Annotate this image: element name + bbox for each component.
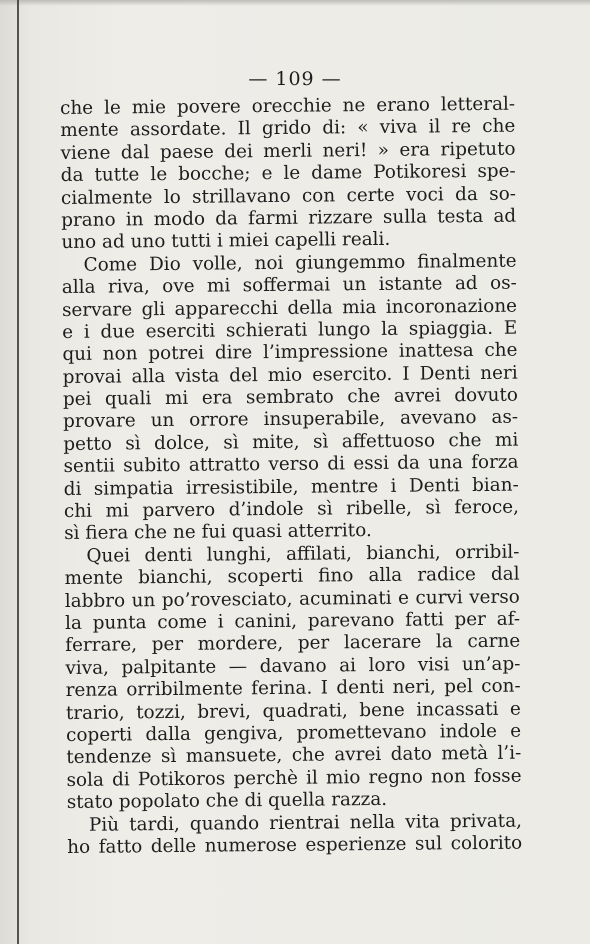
text-line: stato popolato che di quella razza. [66, 789, 388, 814]
text-line: mente bianchi, scoperti fino alla radice dal [64, 563, 520, 590]
text-line: sì fiera che ne fui quasi atterrito. [64, 520, 372, 545]
text-line: renza orribilmente ferina. I denti neri, pel con- [65, 675, 521, 702]
text-line: di simpatia irresistibile, mentre i Denti bian- [63, 474, 519, 500]
text-line: coperti dalla gengiva, promettevano indole e [66, 720, 522, 746]
text-line: uno ad uno tutti i miei capelli reali. [61, 229, 391, 254]
text-line: viene dal paese dei merli neri! » era ripetuto [60, 138, 516, 164]
text-line: ferrare, per mordere, per lacerare la carne [65, 630, 521, 657]
body-text [60, 94, 522, 860]
text-line: viva, palpitante — davano ai loro visi un’ap- [65, 653, 521, 679]
text-line: mente assordate. Il grido di: « viva il re che [60, 116, 516, 142]
text-line: che le mie povere orecchie ne erano letteral- [60, 93, 516, 119]
text-line: servare gli apparecchi della mia incoronazione [61, 295, 518, 321]
text-line: chi mi parvero d’indole sì ribelle, sì feroce, [63, 496, 520, 523]
top-edge-shadow [0, 0, 590, 6]
text-line: Come Dio volle, noi giungemmo finalmente [83, 250, 517, 276]
text-line: provare un orrore insuperabile, avevano as- [63, 407, 519, 433]
text-line: e i due eserciti schierati lungo la spiaggia. E [62, 317, 518, 343]
text-line: Quei denti lunghi, affilati, bianchi, orribil- [86, 541, 520, 567]
text-line: pei quali mi era sembrato che avrei dovuto [62, 384, 518, 411]
text-line: Più tardi, quando rientrai nella vita privata, [88, 810, 523, 836]
text-line: ho fatto delle numerose esperienze sul colorito [67, 832, 523, 858]
text-line: sola di Potikoros perchè il mio regno non fosse [66, 765, 522, 791]
page-number: — 109 — [248, 68, 342, 90]
text-line: labbro un po’rovesciato, acuminati e curvi verso [64, 586, 520, 612]
text-line: cialmente lo strillavano con certe voci da so- [60, 183, 517, 209]
text-line: la punta come i canini, parevano fatti per af- [64, 608, 521, 634]
text-line: trario, tozzi, brevi, quadrati, bene incassati e [65, 698, 521, 724]
text-line: qui non potrei dire l’impressione inattesa che [62, 339, 518, 366]
text-line: sentii subito attratto verso di essi da una forza [63, 451, 519, 478]
text-line: alla riva, ove mi soffermai un istante ad os- [61, 272, 517, 299]
text-line: provai alla vista del mio esercito. I Denti neri [62, 362, 518, 388]
text-line: petto sì dolce, sì mite, sì affettuoso che mi [63, 429, 519, 455]
binding-edge-line [17, 0, 19, 944]
text-line: da tutte le bocche; e le dame Potikoresi spe- [60, 160, 516, 187]
text-line: prano in modo da farmi rizzare sulla testa ad [61, 205, 517, 231]
text-line: tendenze sì mansuete, che avrei dato metà l’i- [66, 742, 522, 769]
